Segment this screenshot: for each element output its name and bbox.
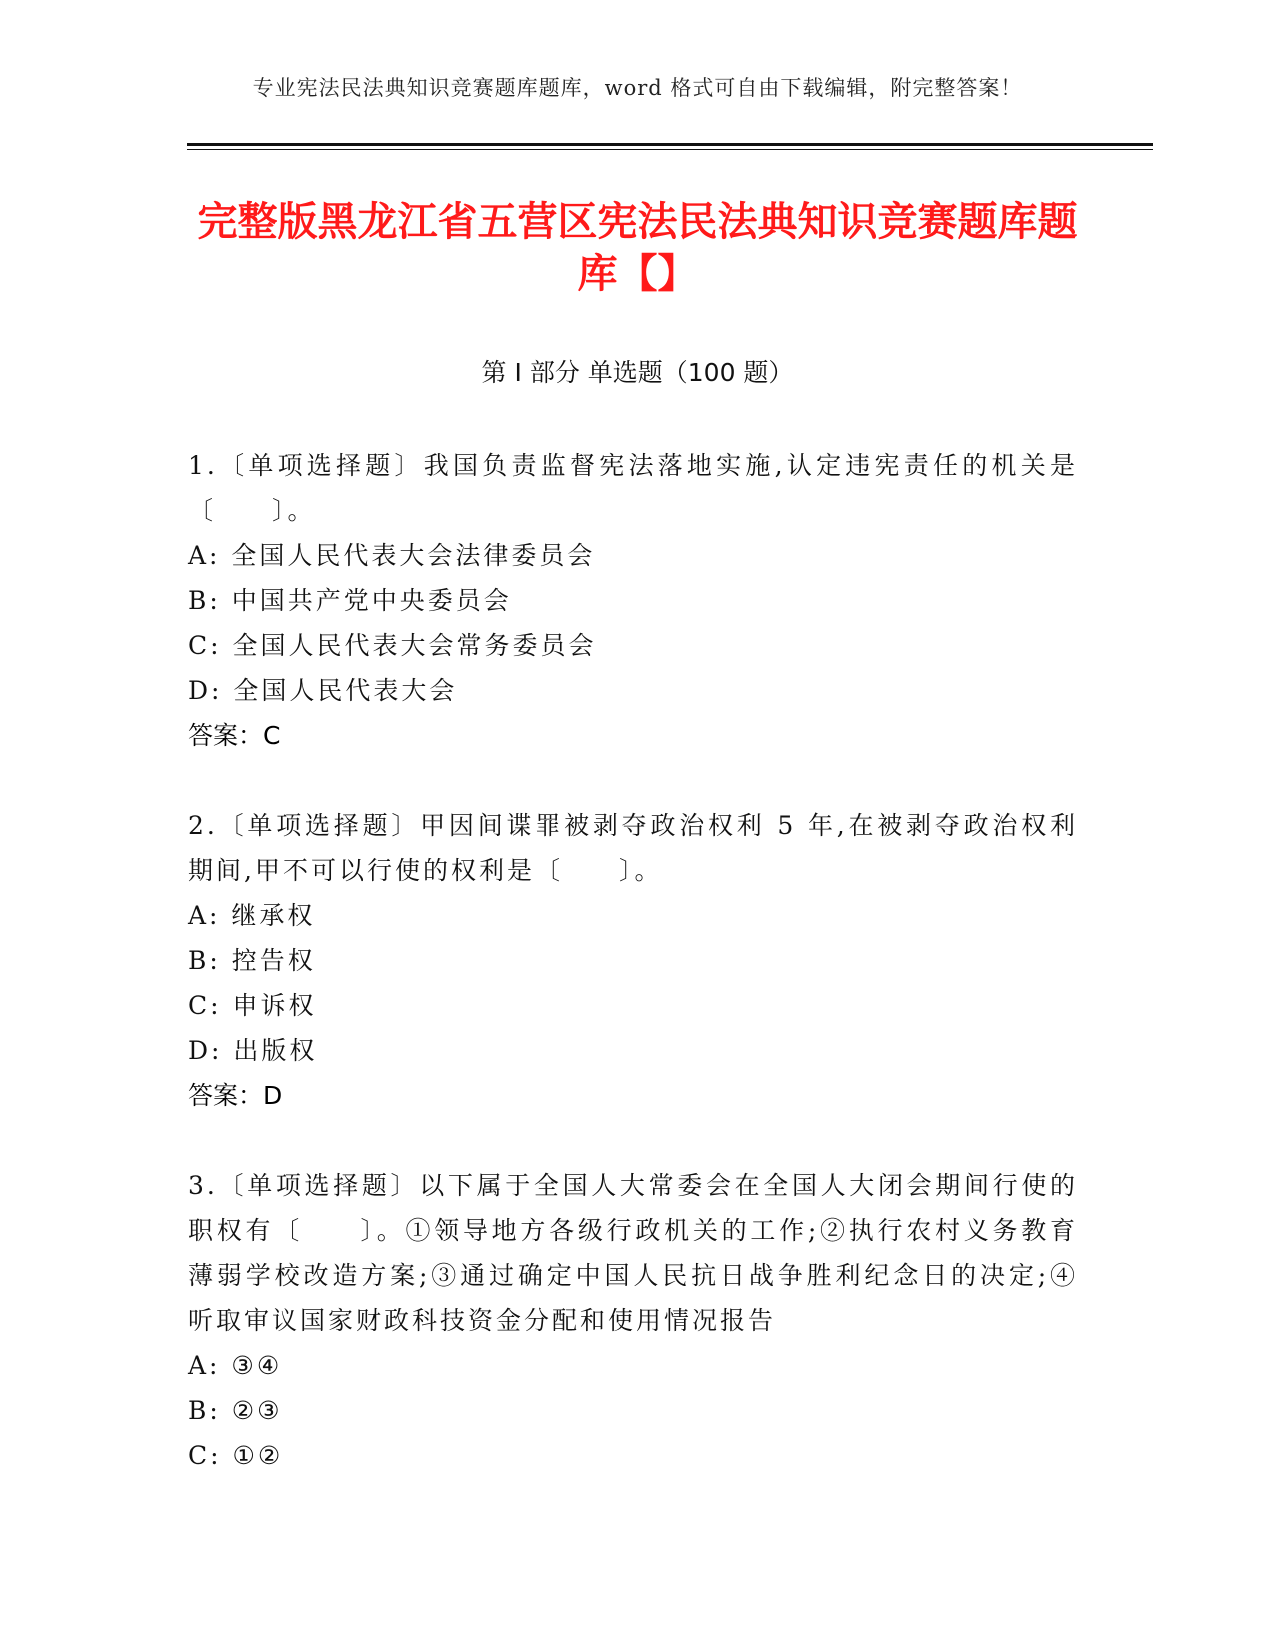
header-rule-thick — [187, 143, 1153, 146]
document-title: 完整版黑龙江省五营区宪法民法典知识竞赛题库题库【】 — [197, 199, 1078, 297]
header-rule-thin — [187, 149, 1153, 150]
option-a: A: 全国人民代表大会法律委员会 — [188, 541, 596, 570]
answer-line: 答案：D — [188, 1081, 283, 1110]
option-a: A: ③④ — [188, 1351, 283, 1380]
question-list — [188, 443, 1078, 1523]
question-3 — [188, 1163, 1078, 1478]
section-title: 第 I 部分 单选题（100 题） — [481, 358, 794, 387]
option-c: C: 申诉权 — [188, 991, 317, 1020]
question-1 — [188, 443, 1078, 758]
option-b: B: ②③ — [188, 1396, 283, 1425]
option-a: A: 继承权 — [188, 901, 316, 930]
question-stem: 2.〔单项选择题〕甲因间谍罪被剥夺政治权利 5 年,在被剥夺政治权利期间,甲不可以行使的权利是〔 〕。 — [188, 811, 1078, 885]
question-2 — [188, 803, 1078, 1118]
option-b: B: 控告权 — [188, 946, 316, 975]
option-d: D: 全国人民代表大会 — [188, 676, 458, 705]
question-stem: 1.〔单项选择题〕我国负责监督宪法落地实施,认定违宪责任的机关是〔 〕。 — [188, 451, 1078, 525]
option-c: C: ①② — [188, 1441, 284, 1470]
question-stem: 3.〔单项选择题〕以下属于全国人大常委会在全国人大闭会期间行使的职权有〔 〕。①领导地方各级行政机关的工作;②执行农村义务教育薄弱学校改造方案;③通过确定中国人民抗日战争胜利纪念日的决定;④听取审议国家财政科技资金分配和使用情况报告 — [188, 1171, 1078, 1335]
header-note: 专业宪法民法典知识竞赛题库题库，word 格式可自由下载编辑，附完整答案！ — [252, 76, 1023, 100]
option-b: B: 中国共产党中央委员会 — [188, 586, 512, 615]
option-d: D: 出版权 — [188, 1036, 318, 1065]
option-c: C: 全国人民代表大会常务委员会 — [188, 631, 597, 660]
answer-line: 答案：C — [188, 721, 281, 750]
